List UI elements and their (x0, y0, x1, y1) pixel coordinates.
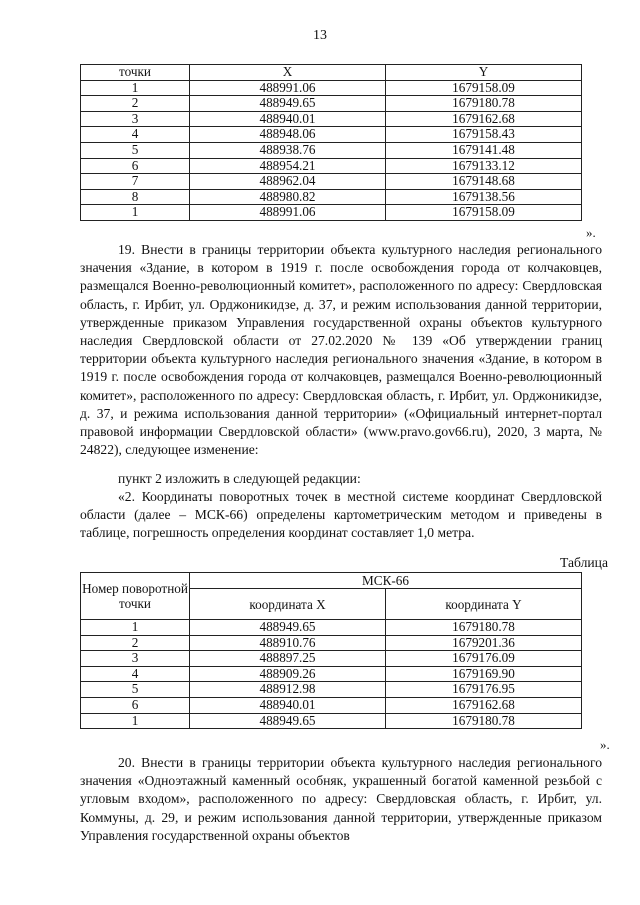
table-row (81, 666, 582, 682)
y-cell: 1679162.68 (386, 697, 582, 713)
table-row (81, 697, 582, 713)
y-cell: 1679201.36 (386, 635, 582, 651)
y-cell: 1679169.90 (386, 666, 582, 682)
x-cell: 488909.26 (190, 666, 386, 682)
quote-close-mark: ». (586, 225, 596, 240)
point-cell: 1 (81, 713, 190, 729)
y-cell: 1679180.78 (386, 620, 582, 636)
page-number: 13 (313, 28, 327, 43)
y-cell: 1679176.09 (386, 651, 582, 667)
column-header-point: точки (81, 65, 190, 81)
point-cell: 2 (81, 635, 190, 651)
paragraph-19: 19. Внести в границы территории объекта культурного наследия регионального значения «Здание, в котором в 1919 г. после освобождения города от колчаковцев, размещался Военно-революционный комитет», расположенного по адресу: Свердловская область, г. Ирбит, ул. Орджоникидзе, д. 37, и режим использования данной территории, утвержденные приказом Управления государственной охраны объектов культурного наследия Свердловской области от 27.02.2020 № 139 «Об утверждении границ территории объекта культурного наследия регионального значения «Здание, в котором в 1919 г. после освобождения города от колчаковцев, размещался Военно-революционный комитет», расположенного по адресу: Свердловская область, г. Ирбит, ул. Орджоникидзе, д. 37, и режима использования данной территории» («Официальный интернет-портал правовой информации Свердловской области» (www.pravo.gov66.ru), 2020, 3 марта, № 24822), следующее изменение: (80, 242, 602, 458)
column-header-y: Y (386, 65, 582, 81)
y-cell: 1679180.78 (386, 713, 582, 729)
point-cell: 1 (81, 620, 190, 636)
x-cell: 488910.76 (190, 635, 386, 651)
y-cell: 1679180.78 (386, 96, 582, 112)
paragraph-point-2: пункт 2 изложить в следующей редакции: (118, 471, 361, 486)
table-header-row (81, 573, 582, 589)
x-cell: 488948.06 (190, 127, 386, 143)
point-cell: 3 (81, 651, 190, 667)
x-cell: 488980.82 (190, 189, 386, 205)
coordinates-table-2 (80, 572, 582, 729)
table-row (81, 142, 582, 158)
table-row (81, 620, 582, 636)
x-cell: 488940.01 (190, 111, 386, 127)
table-row (81, 205, 582, 221)
column-header-point: Номер поворотной точки (81, 573, 190, 620)
table-row (81, 189, 582, 205)
y-cell: 1679138.56 (386, 189, 582, 205)
y-cell: 1679133.12 (386, 158, 582, 174)
column-header-x: X (190, 65, 386, 81)
table-caption: Таблица (560, 555, 608, 570)
x-cell: 488962.04 (190, 174, 386, 190)
point-cell: 5 (81, 142, 190, 158)
table-row (81, 111, 582, 127)
y-cell: 1679158.09 (386, 205, 582, 221)
point-cell: 6 (81, 697, 190, 713)
table-header-row (81, 65, 582, 81)
point-cell: 6 (81, 158, 190, 174)
paragraph-quote: «2. Координаты поворотных точек в местной системе координат Свердловской области (далее – МСК-66) определены картометрическим методом и приведены в таблице, погрешность определения координат составляет 1,0 метра. (80, 489, 602, 541)
x-cell: 488949.65 (190, 713, 386, 729)
point-cell: 7 (81, 174, 190, 190)
column-header-x: координата X (190, 589, 386, 620)
x-cell: 488897.25 (190, 651, 386, 667)
paragraph-20: 20. Внести в границы территории объекта культурного наследия регионального значения «Одноэтажный каменный особняк, украшенный богатой каменной резьбой с угловым входом», расположенного по адресу: Свердловская область, г. Ирбит, ул. Коммуны, д. 29, и режим использования данной территории, утвержденные приказом Управления государственной охраны объектов (80, 755, 602, 843)
column-header-system: МСК-66 (190, 573, 582, 589)
point-cell: 8 (81, 189, 190, 205)
quote-close-mark: ». (600, 737, 610, 752)
x-cell: 488949.65 (190, 96, 386, 112)
point-cell: 1 (81, 205, 190, 221)
x-cell: 488991.06 (190, 80, 386, 96)
table-row (81, 713, 582, 729)
table-row (81, 158, 582, 174)
table-row (81, 174, 582, 190)
table-row (81, 682, 582, 698)
point-cell: 2 (81, 96, 190, 112)
table-row (81, 127, 582, 143)
table-row (81, 80, 582, 96)
x-cell: 488940.01 (190, 697, 386, 713)
point-cell: 1 (81, 80, 190, 96)
y-cell: 1679162.68 (386, 111, 582, 127)
point-cell: 4 (81, 127, 190, 143)
y-cell: 1679158.09 (386, 80, 582, 96)
y-cell: 1679141.48 (386, 142, 582, 158)
x-cell: 488912.98 (190, 682, 386, 698)
y-cell: 1679158.43 (386, 127, 582, 143)
point-cell: 5 (81, 682, 190, 698)
table-row (81, 635, 582, 651)
x-cell: 488991.06 (190, 205, 386, 221)
point-cell: 4 (81, 666, 190, 682)
point-cell: 3 (81, 111, 190, 127)
table-row (81, 651, 582, 667)
x-cell: 488938.76 (190, 142, 386, 158)
x-cell: 488954.21 (190, 158, 386, 174)
column-header-y: координата Y (386, 589, 582, 620)
y-cell: 1679148.68 (386, 174, 582, 190)
x-cell: 488949.65 (190, 620, 386, 636)
y-cell: 1679176.95 (386, 682, 582, 698)
coordinates-table-1 (80, 64, 582, 221)
table-row (81, 96, 582, 112)
